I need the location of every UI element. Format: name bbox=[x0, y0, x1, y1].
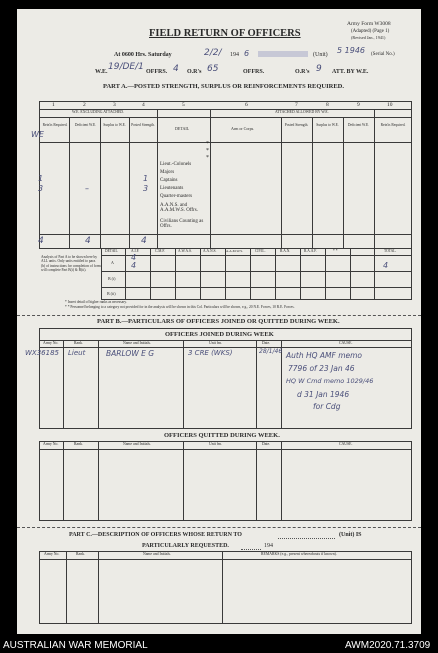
analysis-h-civil: CIVIL. bbox=[255, 249, 266, 253]
hw-we-mark: WE bbox=[31, 130, 44, 139]
joined-h-unit: Unit fm. bbox=[209, 341, 222, 345]
part-b-title: PART B.—PARTICULARS OF OFFICERS JOINED OR QUITTED DURING WEEK. bbox=[97, 318, 340, 325]
col-num-7: 7 bbox=[295, 102, 298, 108]
analysis-note: Analysis of Part A to be shown here by ALL units. Only units entitled to para. (b) of instructions for completion of form will complete Part B(i) & B(ii). bbox=[41, 255, 101, 273]
offrs2-label: OFFRS. bbox=[243, 69, 265, 75]
analysis-h-cmf: C.M.F. bbox=[155, 249, 165, 253]
joined-title: OFFICERS JOINED DURING WEEK bbox=[165, 331, 274, 338]
quitted-h-armyno: Army No. bbox=[43, 442, 59, 446]
joined-h-rank: Rank. bbox=[74, 341, 83, 345]
hw-cause-line4: d 31 Jan 1946 bbox=[297, 390, 350, 399]
rank-lt-col: Lieut.-Colonels bbox=[160, 162, 192, 167]
analysis-h-awas: A.W.A.S. bbox=[178, 249, 192, 253]
detail-label: DETAIL bbox=[175, 126, 190, 131]
header-reints-left: Rein'ts Required. bbox=[42, 123, 68, 127]
analysis-h-total: TOTAL. bbox=[384, 249, 397, 253]
col-num-3: 3 bbox=[113, 102, 116, 108]
analysis-row-bi: B (i) bbox=[108, 276, 116, 281]
part-c-table bbox=[39, 551, 412, 624]
asterisk-3: * bbox=[206, 155, 209, 161]
header-surplus-left: Surplus to W.E. bbox=[103, 123, 126, 127]
header-deficient-left: Deficient W.E. bbox=[74, 123, 97, 127]
part-c-title-line2: PARTICULARLY REQUESTED. bbox=[142, 543, 229, 549]
unit-label: (Unit) bbox=[313, 52, 328, 58]
hw-analysis-aif-2: 4 bbox=[131, 261, 137, 270]
header-surplus-right: Surplus to W.E. bbox=[316, 123, 339, 127]
quitted-h-rank: Rank. bbox=[74, 442, 83, 446]
offrs-label: OFFRS. bbox=[146, 69, 168, 75]
joined-h-armyno: Army No. bbox=[43, 341, 59, 345]
archive-footer bbox=[0, 637, 438, 653]
note-1: * Insert detail of higher ranks as necessary. bbox=[65, 300, 127, 304]
hw-col2-total: 4 bbox=[85, 236, 91, 246]
hw-col4-total: 4 bbox=[141, 236, 147, 246]
part-c-title: PART C.—DESCRIPTION OF OFFICERS WHOSE RETURN TO bbox=[69, 532, 242, 538]
asterisk-2: * bbox=[206, 148, 209, 154]
col-num-5: 5 bbox=[182, 102, 185, 108]
hw-analysis-aif-1: 4 bbox=[131, 253, 137, 262]
note-2: * * Personnel belonging to a category not provided for in the analysis will be shown in this Col. Particulars will be shown, e.g., 20 N.E. Forces, 10 R.E. Forces. bbox=[65, 305, 295, 309]
col-num-10: 10 bbox=[387, 102, 393, 108]
rank-qm: Quarter-masters bbox=[160, 194, 193, 199]
hw-col1-total: 4 bbox=[38, 236, 44, 246]
hw-cause-line5: for Cdg bbox=[313, 402, 341, 411]
time-line-prefix: At 0600 Hrs. Saturday bbox=[114, 52, 172, 58]
quitted-table bbox=[39, 441, 412, 521]
part-c-year: 194 bbox=[264, 543, 273, 549]
ors-handwritten: 65 bbox=[207, 64, 219, 74]
year-handwritten: 6 bbox=[244, 49, 250, 58]
hw-cause-line2: 7796 of 23 Jan 46 bbox=[288, 364, 355, 373]
part-a-title: PART A.—POSTED STRENGTH, SURPLUS OR REINFORCEMENTS REQUIRED. bbox=[103, 83, 344, 90]
col-num-4: 4 bbox=[142, 102, 145, 108]
quitted-h-unit: Unit fm. bbox=[209, 442, 222, 446]
we-label: W.E. bbox=[95, 69, 108, 75]
hw-col4-3: 3 bbox=[143, 184, 149, 193]
analysis-h-raaf: R.A.A.F. bbox=[304, 249, 317, 253]
joined-h-name: Name and Initials. bbox=[123, 341, 151, 345]
group-left-label: W.E. EXCLUDING ATTACHED. bbox=[72, 110, 124, 114]
analysis-h-ran: R.A.N. bbox=[280, 249, 291, 253]
adapted-label: (Adapted) (Page 1) bbox=[351, 29, 390, 34]
army-form-label: Army Form W3008 bbox=[347, 21, 391, 27]
joined-h-date: Date. bbox=[262, 341, 271, 345]
form-title: FIELD RETURN OF OFFICERS bbox=[149, 28, 301, 39]
partc-h-rank: Rank. bbox=[76, 552, 85, 556]
partc-h-armyno: Army No. bbox=[44, 552, 60, 556]
analysis-h-aif: A.I.F. bbox=[131, 249, 140, 253]
offrs-handwritten: 4 bbox=[173, 64, 179, 74]
col-num-8: 8 bbox=[326, 102, 329, 108]
hw-col1-3: 3 bbox=[38, 184, 44, 193]
rank-aans: A.A.N.S. and A.A.M.W.S. Offrs. bbox=[160, 203, 198, 213]
part-c-unit-line bbox=[278, 538, 335, 539]
hw-cause-line1: Auth HQ AMF memo bbox=[286, 351, 363, 360]
analysis-h-aans: A.A.N.S. bbox=[203, 249, 217, 253]
rank-majors: Majors bbox=[160, 170, 175, 175]
analysis-h-other: * * bbox=[333, 249, 338, 253]
footer-accession: AWM2020.71.3709 bbox=[345, 640, 431, 651]
quitted-title: OFFICERS QUITTED DURING WEEK. bbox=[164, 432, 280, 439]
partc-h-remarks: REMARKS (e.g., present whereabouts if known). bbox=[261, 552, 337, 556]
analysis-row-a: A bbox=[111, 260, 114, 265]
group-right-label: ATTACHED ALLOWED BY W.E. bbox=[275, 110, 329, 114]
rank-captains: Captains bbox=[160, 178, 178, 183]
revised-label: (Revised Jan., 1941) bbox=[351, 35, 386, 40]
col-num-9: 9 bbox=[357, 102, 360, 108]
hw-joined-unit: 3 CRE (WKS) bbox=[188, 349, 233, 357]
analysis-h-aamws: A.A.M.W.S. bbox=[226, 249, 243, 253]
joined-h-cause: CAUSE. bbox=[339, 341, 353, 345]
rank-civilians: Civilians Counting as Offrs. bbox=[160, 219, 204, 229]
serial-handwritten: 5 1946 bbox=[337, 46, 365, 55]
rank-lieutenants: Lieutenants bbox=[160, 186, 184, 191]
hw-analysis-total: 4 bbox=[383, 261, 389, 270]
col-num-6: 6 bbox=[245, 102, 248, 108]
header-deficient-right: Deficient W.E. bbox=[347, 123, 370, 127]
document-sheet bbox=[17, 9, 421, 634]
asterisk-1: * bbox=[206, 141, 209, 147]
col-num-2: 2 bbox=[83, 102, 86, 108]
quitted-h-date: Date. bbox=[262, 442, 271, 446]
hw-joined-rank: Lieut bbox=[68, 349, 86, 357]
serial-label: (Serial No.) bbox=[371, 52, 395, 57]
ors2-handwritten: 9 bbox=[316, 64, 322, 74]
footer-source: AUSTRALIAN WAR MEMORIAL bbox=[3, 640, 148, 651]
header-reints-right: Rein'ts Required. bbox=[380, 123, 406, 127]
col-num-1: 1 bbox=[52, 102, 55, 108]
partc-h-name: Name and Initials. bbox=[143, 552, 171, 556]
hw-col1-1: 1 bbox=[38, 174, 44, 183]
analysis-h-detail: DETAIL bbox=[105, 249, 118, 253]
att-label: ATT. BY W.E. bbox=[332, 69, 369, 75]
date-handwritten: 2/2/ bbox=[204, 48, 222, 58]
hw-col4-1: 1 bbox=[143, 174, 149, 183]
unit-stamp bbox=[258, 51, 308, 57]
hw-joined-armyno: WX36185 bbox=[25, 349, 59, 357]
quitted-h-cause: CAUSE. bbox=[339, 442, 353, 446]
ors2-label: O.R's bbox=[295, 69, 310, 75]
arm-label: Arm or Corps. bbox=[231, 126, 255, 131]
hw-col2-dash: – bbox=[85, 184, 89, 193]
header-posted-left: Posted Strength. bbox=[131, 123, 155, 127]
part-c-unit-label: (Unit) IS bbox=[339, 532, 362, 538]
year-label: 194 bbox=[230, 52, 239, 58]
hw-joined-name: BARLOW E G bbox=[106, 349, 155, 358]
quitted-h-name: Name and Initials. bbox=[123, 442, 151, 446]
hw-cause-line3: HQ W Cmd memo 1029/46 bbox=[286, 377, 374, 385]
analysis-row-bii: B (ii) bbox=[107, 291, 116, 296]
hw-joined-date: 28/1/46 bbox=[259, 348, 283, 355]
part-c-date-line bbox=[241, 549, 261, 550]
header-posted-right: Posted Strength. bbox=[284, 123, 309, 127]
ors-label: O.R's bbox=[187, 69, 202, 75]
we-handwritten: 19/DE/1 bbox=[108, 62, 144, 72]
